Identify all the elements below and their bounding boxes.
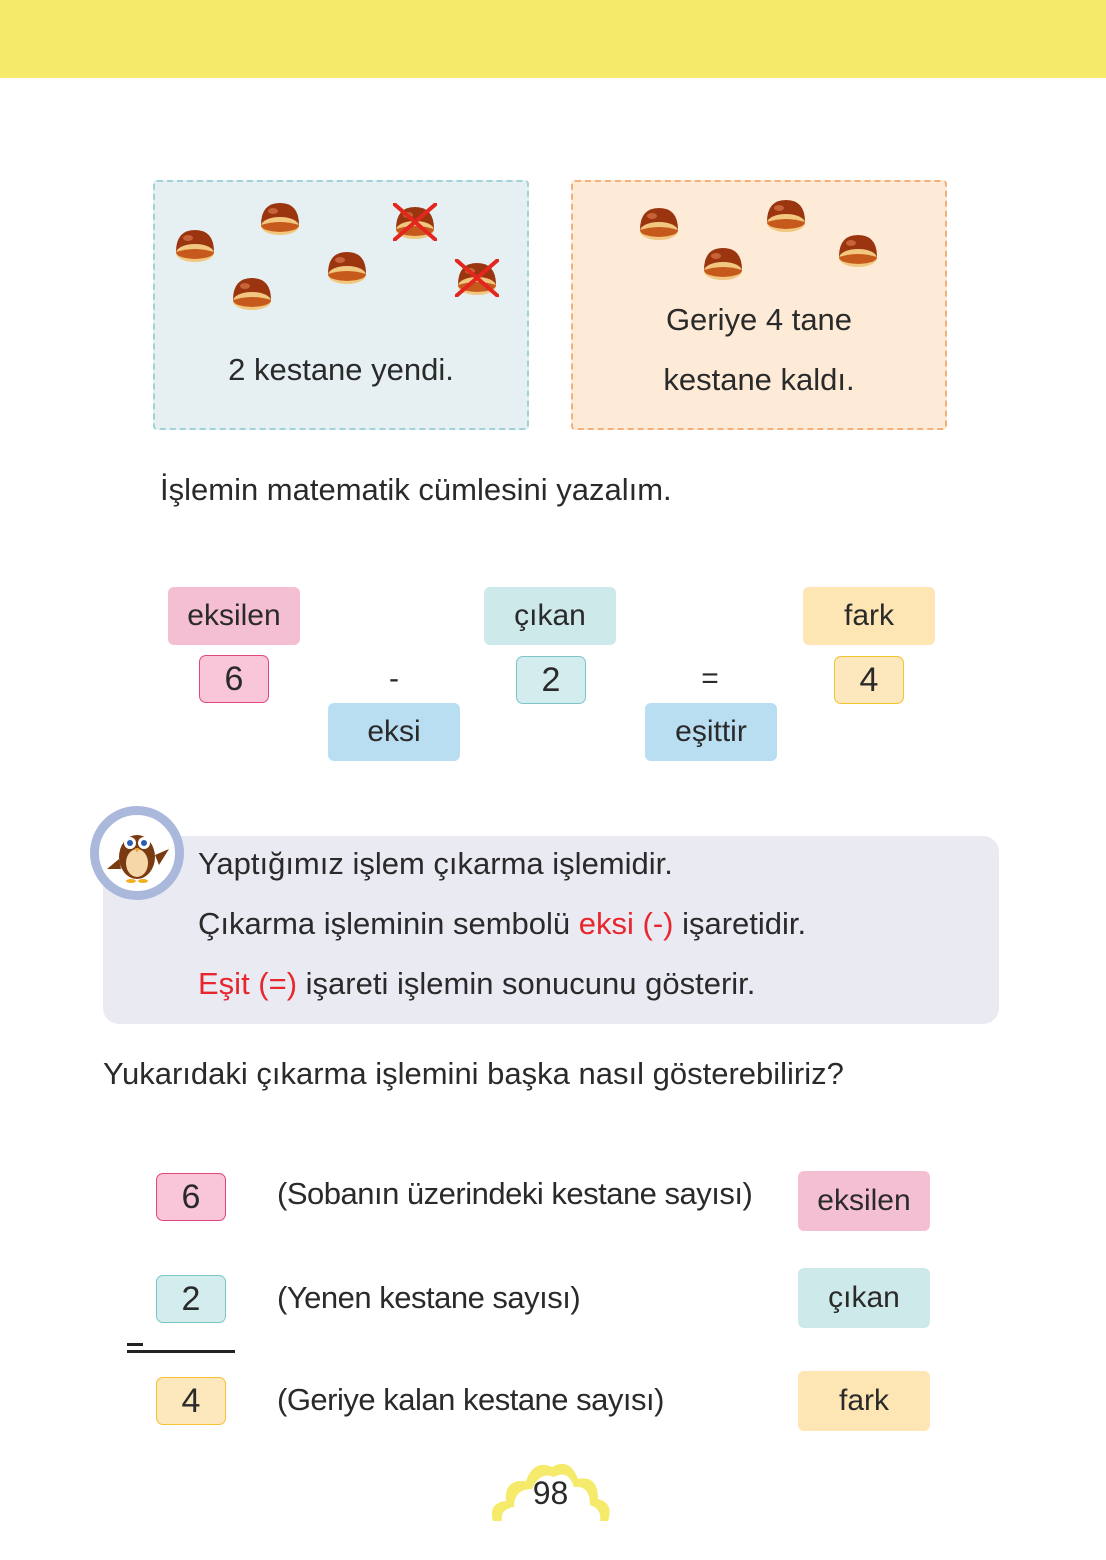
- chestnut-icon: [836, 231, 880, 269]
- info-line-2-text: Çıkarma işleminin sembolü: [198, 906, 571, 941]
- left-card-caption: 2 kestane yendi.: [228, 352, 454, 387]
- right-card-caption-1: Geriye 4 tane: [665, 302, 853, 337]
- subtrahend-value: 2: [516, 656, 586, 704]
- vertical-minuend-label: eksilen: [798, 1171, 930, 1231]
- right-card-caption-2: kestane kaldı.: [663, 362, 855, 397]
- vertical-minuend: 6: [156, 1173, 226, 1221]
- info-line-3: [198, 966, 755, 1002]
- chestnut-icon: [701, 244, 745, 282]
- equals-sign: =: [701, 662, 719, 695]
- vertical-difference-description: (Geriye kalan kestane sayısı): [277, 1382, 664, 1417]
- difference-value: 4: [834, 656, 904, 704]
- chestnut-icon: [173, 226, 217, 264]
- eaten-chestnut-icon: [393, 203, 437, 241]
- info-line-2: [198, 906, 806, 942]
- equals-symbol-highlight: Eşit (=): [198, 966, 298, 1001]
- minus-symbol-highlight: eksi (-): [578, 906, 674, 941]
- minus-sign: -: [389, 662, 399, 695]
- minuend-label: eksilen: [168, 587, 300, 645]
- equals-label: eşittir: [645, 703, 777, 761]
- vertical-subtrahend-label: çıkan: [798, 1268, 930, 1328]
- difference-label: fark: [803, 587, 935, 645]
- info-line-3-text: işareti işlemin sonucunu gösterir.: [305, 966, 756, 1001]
- chestnut-icon: [325, 248, 369, 286]
- owl-mascot-icon: [90, 806, 184, 900]
- eaten-chestnuts-card: [153, 180, 529, 430]
- vertical-difference-label: fark: [798, 1371, 930, 1431]
- minus-label: eksi: [328, 703, 460, 761]
- vertical-difference: 4: [156, 1377, 226, 1425]
- vertical-minuend-description: (Sobanın üzerindeki kestane sayısı): [277, 1176, 753, 1211]
- instruction: İşlemin matematik cümlesini yazalım.: [160, 472, 672, 507]
- chestnut-icon: [637, 204, 681, 242]
- page-number: 98: [532, 1475, 569, 1511]
- eaten-chestnut-icon: [455, 259, 499, 297]
- subtrahend-label: çıkan: [484, 587, 616, 645]
- info-line-1: Yaptığımız işlem çıkarma işlemidir.: [198, 846, 673, 881]
- chestnut-icon: [258, 199, 302, 237]
- vertical-subtrahend-description: (Yenen kestane sayısı): [277, 1280, 581, 1315]
- vertical-minus-sign: [127, 1343, 143, 1346]
- subtraction-line: [127, 1350, 235, 1353]
- vertical-subtrahend: 2: [156, 1275, 226, 1323]
- question: Yukarıdaki çıkarma işlemini başka nasıl gösterebiliriz?: [103, 1056, 844, 1091]
- chestnut-icon: [764, 196, 808, 234]
- banner-wave: [0, 62, 1106, 92]
- chestnut-icon: [230, 274, 274, 312]
- minuend-value: 6: [199, 655, 269, 703]
- info-line-2-end: işaretidir.: [682, 906, 807, 941]
